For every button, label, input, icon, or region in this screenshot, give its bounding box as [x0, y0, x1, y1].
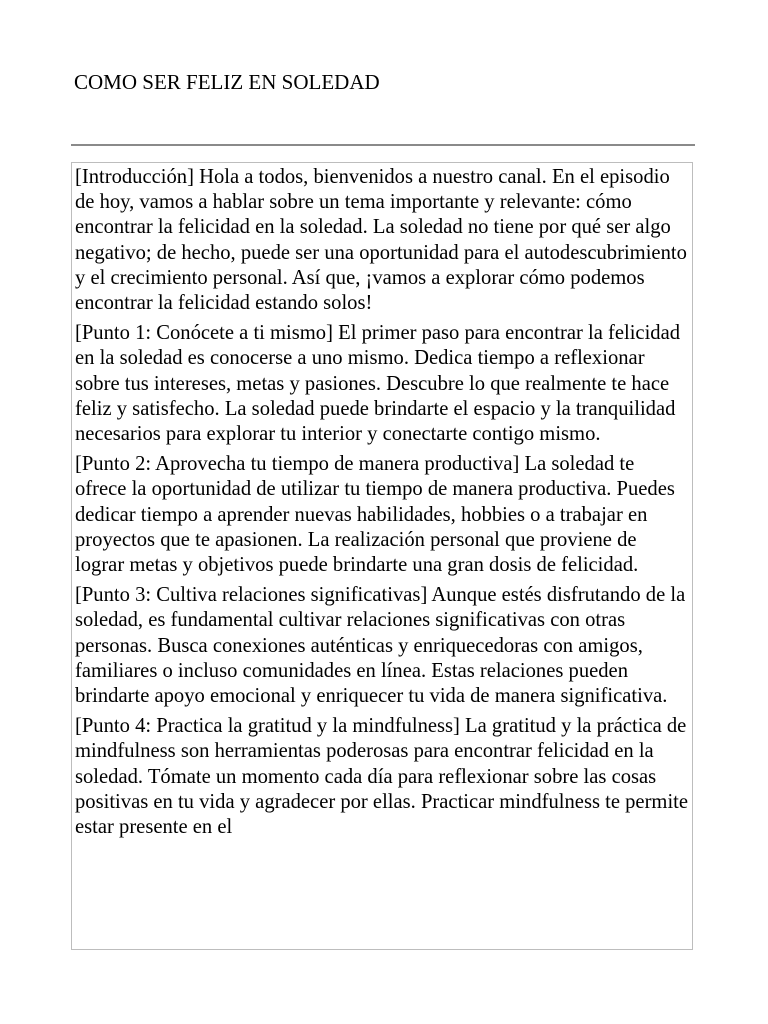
- paragraph-punto-4: [Punto 4: Practica la gratitud y la mindfulness] La gratitud y la práctica de mindfulness son herramientas poderosas para encontrar felicidad en la soledad. Tómate un momento cada día para reflexionar sobre las cosas positivas en tu vida y agradecer por ellas. Practicar mindfulness te permite estar presente en el: [75, 715, 689, 839]
- content-box: [71, 162, 693, 950]
- paragraph-punto-3: [Punto 3: Cultiva relaciones significativas] Aunque estés disfrutando de la soledad, es fundamental cultivar relaciones significativas con otras personas. Busca conexiones auténticas y enriquecedoras con amigos, familiares o incluso comunidades en línea. Estas relaciones pueden brindarte apoyo emocional y enriquecer tu vida de manera significativa.: [75, 584, 686, 708]
- page-title: COMO SER FELIZ EN SOLEDAD: [74, 70, 380, 94]
- paragraph-punto-1: [Punto 1: Conócete a ti mismo] El primer paso para encontrar la felicidad en la soledad es conocerse a uno mismo. Dedica tiempo a reflexionar sobre tus intereses, metas y pasiones. Descubre lo que realmente te hace feliz y satisfecho. La soledad puede brindarte el espacio y la tranquilidad necesarios para explorar tu interior y conectarte contigo mismo.: [75, 322, 681, 446]
- paragraph-introduccion: [Introducción] Hola a todos, bienvenidos a nuestro canal. En el episodio de hoy, vamos a hablar sobre un tema importante y relevante: cómo encontrar la felicidad en la soledad. La soledad no tiene por qué ser algo negativo; de hecho, puede ser una oportunidad para el autodescubrimiento y el crecimiento personal. Así que, ¡vamos a explorar cómo podemos encontrar la felicidad estando solos!: [75, 166, 687, 315]
- paragraph-punto-2: [Punto 2: Aprovecha tu tiempo de manera productiva] La soledad te ofrece la oportunidad de utilizar tu tiempo de manera productiva. Puedes dedicar tiempo a aprender nuevas habilidades, hobbies o a trabajar en proyectos que te apasionen. La realización personal que proviene de lograr metas y objetivos puede brindarte una gran dosis de felicidad.: [75, 453, 675, 577]
- title-divider: [71, 144, 695, 146]
